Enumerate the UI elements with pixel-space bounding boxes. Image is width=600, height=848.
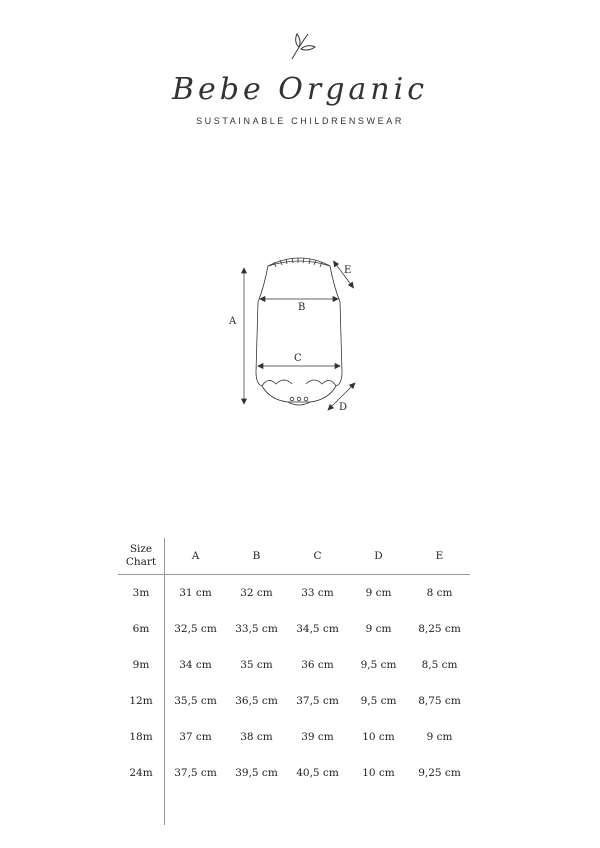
table-row [118,683,470,719]
table-spacer-cell [287,791,348,825]
label-c: C [294,353,302,364]
table-cell: 36,5 cm [235,695,278,707]
table-row [118,611,470,647]
table-cell: 34,5 cm [296,623,339,635]
table-cell: 10 cm [362,767,395,779]
romper-left-strap [258,266,268,302]
table-cell: 9 cm [426,731,453,743]
brand-tagline: SUSTAINABLE CHILDRENSWEAR [196,116,404,126]
table-cell: 37 cm [179,731,212,743]
size-column-spacer [118,791,165,825]
table-cell: 8,25 cm [418,623,461,635]
column-header-a: A [165,538,227,575]
table-row [118,575,470,612]
table-cell: 8,5 cm [421,659,458,671]
table-cell: 9 cm [365,587,392,599]
column-header-d: D [348,538,409,575]
label-d: D [339,402,348,413]
size-label: 12m [118,683,165,719]
table-cell: 35 cm [240,659,273,671]
table-cell: 9,5 cm [360,695,397,707]
brand-name: Bebe Organic [171,72,429,107]
label-a: A [229,316,237,327]
table-row [118,755,470,791]
romper-leg-cuffs [262,380,336,386]
romper-body-outline [256,302,342,386]
table-cell: 33,5 cm [235,623,278,635]
table-cell: 32,5 cm [174,623,217,635]
table-cell: 39,5 cm [235,767,278,779]
brand-header [0,0,600,140]
table-cell: 37,5 cm [296,695,339,707]
table-spacer-cell [348,791,409,825]
snap-buttons [290,397,308,401]
size-label: 6m [118,611,165,647]
table-cell: 37,5 cm [174,767,217,779]
table-cell: 35,5 cm [174,695,217,707]
label-b: B [298,302,306,313]
table-trailing-space [118,791,470,825]
romper-measurement-diagram [218,252,368,422]
table-cell: 10 cm [362,731,395,743]
table-cell: 8 cm [426,587,453,599]
table-row [118,719,470,755]
size-chart-header-line1: Size [129,543,153,555]
table-cell: 34 cm [179,659,212,671]
column-header-b: B [226,538,287,575]
leaf-sprig-icon [286,28,320,62]
table-cell: 9,5 cm [360,659,397,671]
table-row [118,647,470,683]
table-cell: 32 cm [240,587,273,599]
table-cell: 39 cm [301,731,334,743]
table-spacer-cell [165,791,227,825]
table-cell: 9,25 cm [418,767,461,779]
table-cell: 36 cm [301,659,334,671]
size-chart-header-row [118,538,470,575]
table-cell: 8,75 cm [418,695,461,707]
table-spacer-cell [409,791,470,825]
table-spacer-cell [226,791,287,825]
romper-right-strap [330,266,340,302]
size-chart-table [118,538,470,825]
size-label: 3m [118,575,165,612]
size-chart-header-line2: Chart [125,556,157,568]
table-cell: 33 cm [301,587,334,599]
table-cell: 9 cm [365,623,392,635]
table-cell: 38 cm [240,731,273,743]
size-label: 18m [118,719,165,755]
column-header-e: E [409,538,470,575]
column-header-c: C [287,538,348,575]
size-label: 9m [118,647,165,683]
size-label: 24m [118,755,165,791]
label-e: E [344,265,352,276]
table-cell: 31 cm [179,587,212,599]
size-chart-corner-label [118,538,165,575]
table-cell: 40,5 cm [296,767,339,779]
